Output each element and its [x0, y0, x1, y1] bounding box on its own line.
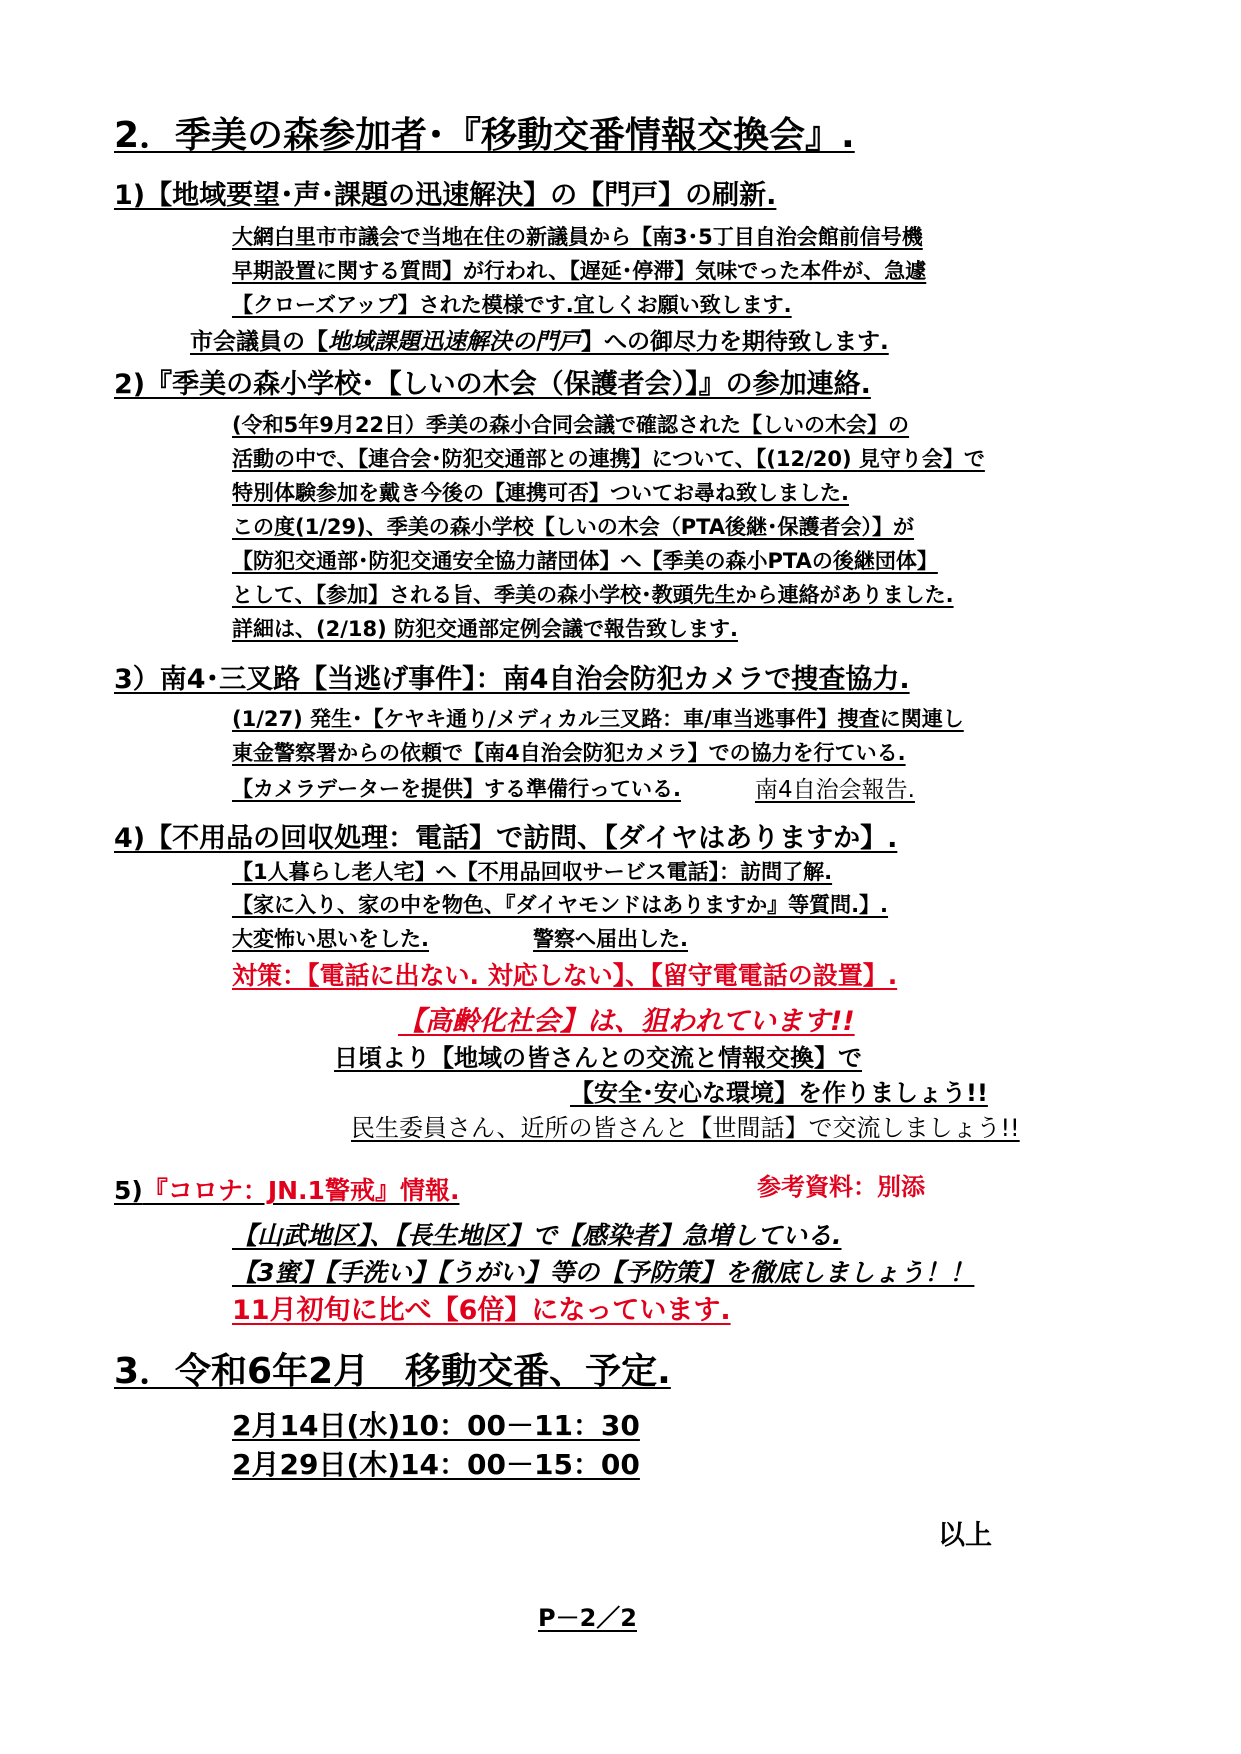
- page-number: P－2／2: [538, 1604, 637, 1632]
- item-1-line-3: 【クローズアップ】された模様です.宜しくお願い致します.: [232, 293, 792, 317]
- item-1-line-4-end: 】への御尽力を期待致します.: [581, 329, 889, 355]
- item-2-line-7: 詳細は、(2/18) 防犯交通部定例会議で報告致します.: [232, 617, 738, 641]
- item-4-countermeasure: 対策：【電話に出ない. 対応しない】、【留守電電話の設置】.: [232, 961, 898, 990]
- item-1-line-4-start: 市会議員の【: [190, 329, 328, 355]
- item-4-line-2: 【家に入り、家の中を物色、『ダイヤモンドはありますか』等質問.】.: [232, 893, 889, 917]
- item-3-line-2: 東金警察署からの依頼で【南4自治会防犯カメラ】での協力を行ている.: [232, 741, 906, 765]
- community-line-1: 日頃より【地域の皆さんとの交流と情報交換】で: [334, 1044, 862, 1072]
- item-4-line-1: 【1人暮らし老人宅】へ【不用品回収サービス電話】：訪問了解.: [232, 860, 833, 884]
- item-1-line-2: 早期設置に関する質問】が行われ、【遅延･停滞】気味でった本件が、急遽: [232, 259, 927, 283]
- item-1-line-4: [190, 331, 889, 354]
- item-4-heading: 4)【不用品の回収処理：電話】で訪問、【ダイヤはありますか】.: [114, 823, 898, 854]
- item-2-line-2: 活動の中で、【連合会･防犯交通部との連携】について、【(12/20) 見守り会】で: [232, 447, 985, 471]
- item-4-line-3: 大変怖い思いをした.: [232, 927, 429, 951]
- community-line-2: 【安全･安心な環境】を作りましょう!!: [570, 1079, 988, 1107]
- community-line-3: 民生委員さん、近所の皆さんと【世間話】で交流しましょう!!: [351, 1114, 1020, 1142]
- item-5-reference: 参考資料：別添: [757, 1173, 925, 1201]
- item-2-line-3: 特別体験参加を戴き今後の【連携可否】ついてお尋ね致しました.: [232, 481, 849, 505]
- item-5-title: 『コロナ：JN.1警戒』情報.: [142, 1176, 460, 1205]
- item-5-heading: [114, 1178, 459, 1203]
- schedule-date-2: 2月29日(木)14：00－15：00: [232, 1448, 640, 1481]
- item-3-report: 南4自治会報告.: [755, 777, 915, 803]
- item-2-heading: 2)『季美の森小学校･【しいの木会（保護者会）】』の参加連絡.: [114, 369, 871, 400]
- section-3-title: 3．令和6年2月 移動交番、予定.: [114, 1351, 671, 1392]
- item-3-line-3: 【カメラデーターを提供】する準備行っている.: [232, 777, 681, 801]
- item-2-line-4: この度(1/29)、季美の森小学校【しいの木会（PTA後継･保護者会）】が: [232, 515, 915, 539]
- item-5-line-1: 【山武地区】、【長生地区】で【感染者】急増している.: [232, 1221, 842, 1250]
- item-2-line-6: として、【参加】される旨、季美の森小学校･教頭先生から連絡がありました.: [232, 583, 954, 607]
- item-2-line-1: (令和5年9月22日）季美の森小合同会議で確認された【しいの木会】の: [232, 413, 910, 437]
- item-5-number: 5): [114, 1176, 143, 1205]
- closing-text: 以上: [938, 1520, 992, 1551]
- schedule-date-1: 2月14日(水)10：00－11：30: [232, 1409, 640, 1442]
- item-3-line-1: (1/27) 発生･【ケヤキ通り/メディカル三叉路：車/車当逃事件】捜査に関連し: [232, 707, 964, 731]
- item-1-line-4-emphasis: 地域課題迅速解決の門戸: [328, 329, 581, 355]
- item-1-line-1: 大網白里市市議会で当地在住の新議員から【南3･5丁目自治会館前信号機: [232, 225, 923, 249]
- item-2-line-5: 【防犯交通部･防犯交通安全協力諸団体】へ【季美の森小PTAの後継団体】: [232, 549, 938, 573]
- item-5-line-3: 11月初旬に比べ【6倍】になっています.: [232, 1295, 731, 1326]
- item-3-heading: 3）南4･三叉路【当逃げ事件】：南4自治会防犯カメラで捜査協力.: [114, 664, 910, 695]
- item-1-heading: 1)【地域要望･声･課題の迅速解決】の【門戸】の刷新.: [114, 180, 777, 211]
- item-5-line-2: 【3蜜】【手洗い】【うがい】等の【予防策】を徹底しましょう！！: [232, 1258, 975, 1287]
- warning-aging-society: 【高齢化社会】は、狙われています!!: [398, 1006, 855, 1037]
- section-2-title: 2．季美の森参加者･『移動交番情報交換会』.: [114, 115, 855, 156]
- item-4-police: 警察へ届出した.: [533, 927, 688, 951]
